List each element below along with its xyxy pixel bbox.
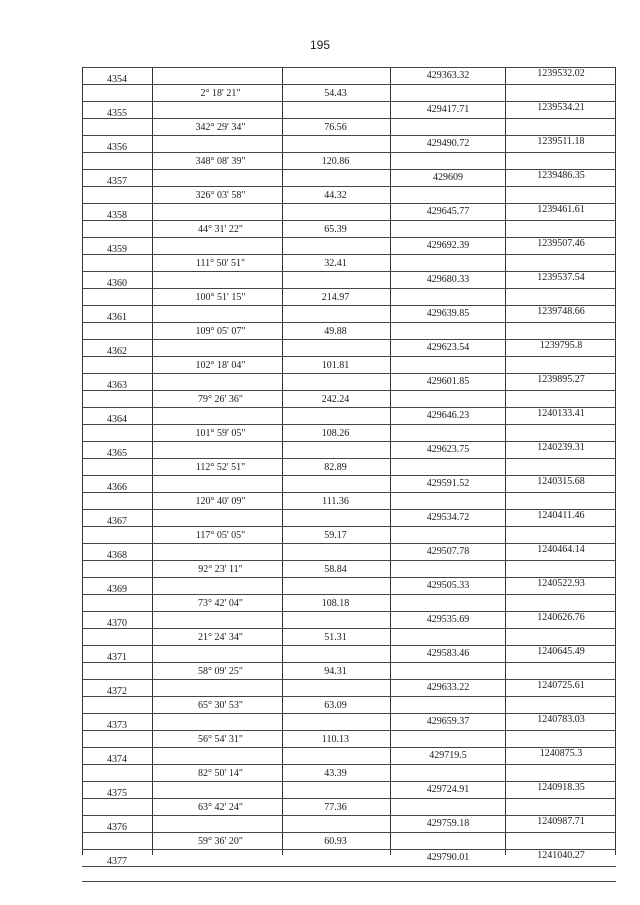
station-cell: 4375 xyxy=(107,788,127,799)
row-rule xyxy=(82,458,616,459)
northing-cell: 429623.54 xyxy=(426,342,470,353)
station-cell: 4357 xyxy=(107,176,127,187)
station-cell: 4366 xyxy=(107,482,127,493)
row-rule xyxy=(82,492,616,493)
distance-cell: 108.26 xyxy=(321,428,350,439)
distance-cell: 111.36 xyxy=(322,496,349,507)
table-row xyxy=(82,203,616,237)
northing-cell: 429583.46 xyxy=(426,648,470,659)
station-cell: 4356 xyxy=(107,142,127,153)
bearing-cell: 56° 54' 31" xyxy=(198,734,243,745)
bearing-cell: 112° 52' 51" xyxy=(195,462,246,473)
bearing-cell: 2° 18' 21" xyxy=(200,88,241,99)
row-rule xyxy=(82,628,616,629)
bearing-cell: 117° 05' 05" xyxy=(195,530,246,541)
distance-cell: 76.56 xyxy=(324,122,347,133)
table-row xyxy=(82,441,616,475)
row-rule xyxy=(82,322,616,323)
easting-cell: 1240626.76 xyxy=(537,612,585,623)
table-row xyxy=(82,135,616,169)
northing-cell: 429680.33 xyxy=(426,274,470,285)
northing-cell: 429719.5 xyxy=(429,750,467,761)
table-row xyxy=(82,339,616,373)
table-row xyxy=(82,509,616,543)
easting-cell: 1239461.61 xyxy=(537,204,585,215)
row-rule xyxy=(82,764,616,765)
bearing-cell: 111° 50' 51" xyxy=(195,258,246,269)
bearing-cell: 65° 30' 53" xyxy=(198,700,243,711)
easting-cell: 1240464.14 xyxy=(537,544,585,555)
row-rule xyxy=(82,356,616,357)
northing-cell: 429534.72 xyxy=(426,512,470,523)
easting-cell: 1240239.31 xyxy=(537,442,585,453)
bearing-cell: 59° 36' 20" xyxy=(198,836,243,847)
row-rule xyxy=(82,220,616,221)
northing-cell: 429790.01 xyxy=(426,852,470,863)
station-cell: 4361 xyxy=(107,312,127,323)
easting-cell: 1240522.93 xyxy=(537,578,585,589)
easting-cell: 1240875.3 xyxy=(539,748,583,759)
easting-cell: 1240918.35 xyxy=(537,782,585,793)
easting-cell: 1239507.46 xyxy=(537,238,585,249)
table-row xyxy=(82,781,616,815)
easting-cell: 1240133.41 xyxy=(537,408,585,419)
row-rule xyxy=(82,424,616,425)
distance-cell: 63.09 xyxy=(324,700,347,711)
row-rule xyxy=(82,696,616,697)
distance-cell: 32.41 xyxy=(324,258,347,269)
easting-cell: 1239537.54 xyxy=(537,272,585,283)
bearing-cell: 348° 08' 39" xyxy=(195,156,246,167)
easting-cell: 1239511.18 xyxy=(537,136,585,147)
station-cell: 4371 xyxy=(107,652,127,663)
row-rule xyxy=(82,526,616,527)
bearing-cell: 92° 23' 11" xyxy=(198,564,243,575)
northing-cell: 429417.71 xyxy=(426,104,470,115)
table-row xyxy=(82,305,616,339)
distance-cell: 94.31 xyxy=(324,666,347,677)
bearing-cell: 100° 51' 15" xyxy=(195,292,246,303)
northing-cell: 429505.33 xyxy=(426,580,470,591)
row-rule xyxy=(82,118,616,119)
northing-cell: 429535.69 xyxy=(426,614,470,625)
distance-cell: 82.89 xyxy=(324,462,347,473)
row-rule xyxy=(82,832,616,833)
easting-cell: 1240725.61 xyxy=(537,680,585,691)
station-cell: 4362 xyxy=(107,346,127,357)
northing-cell: 429759.18 xyxy=(426,818,470,829)
distance-cell: 214.97 xyxy=(321,292,350,303)
bearing-cell: 109° 05' 07" xyxy=(195,326,246,337)
distance-cell: 101.81 xyxy=(321,360,350,371)
distance-cell: 43.39 xyxy=(324,768,347,779)
bearing-cell: 102° 18' 04" xyxy=(195,360,246,371)
table-row xyxy=(82,849,616,883)
northing-cell: 429490.72 xyxy=(426,138,470,149)
northing-cell: 429692.39 xyxy=(426,240,470,251)
easting-cell: 1240645.49 xyxy=(537,646,585,657)
easting-cell: 1239532.02 xyxy=(537,68,585,79)
table-row xyxy=(82,67,616,101)
easting-cell: 1239486.35 xyxy=(537,170,585,181)
row-rule xyxy=(82,186,616,187)
station-cell: 4365 xyxy=(107,448,127,459)
easting-cell: 1240411.46 xyxy=(537,510,585,521)
northing-cell: 429659.37 xyxy=(426,716,470,727)
easting-cell: 1239534.21 xyxy=(537,102,585,113)
distance-cell: 242.24 xyxy=(321,394,350,405)
bearing-cell: 21° 24' 34" xyxy=(198,632,243,643)
table-bottom-border xyxy=(82,881,616,882)
northing-cell: 429601.85 xyxy=(426,376,470,387)
distance-cell: 120.86 xyxy=(321,156,350,167)
distance-cell: 108.18 xyxy=(321,598,350,609)
northing-cell: 429623.75 xyxy=(426,444,470,455)
northing-cell: 429609 xyxy=(433,172,463,183)
row-rule xyxy=(82,390,616,391)
distance-cell: 110.13 xyxy=(321,734,350,745)
table-row xyxy=(82,271,616,305)
northing-cell: 429646.23 xyxy=(426,410,470,421)
northing-cell: 429633.22 xyxy=(426,682,470,693)
station-cell: 4377 xyxy=(107,856,127,867)
table-row xyxy=(82,645,616,679)
station-cell: 4369 xyxy=(107,584,127,595)
easting-cell: 1240783.03 xyxy=(537,714,585,725)
bearing-cell: 63° 42' 24" xyxy=(198,802,243,813)
row-rule xyxy=(82,866,616,867)
table-row xyxy=(82,101,616,135)
easting-cell: 1240315.68 xyxy=(537,476,585,487)
distance-cell: 77.36 xyxy=(324,802,347,813)
station-cell: 4363 xyxy=(107,380,127,391)
survey-coordinates-table xyxy=(82,67,616,867)
northing-cell: 429645.77 xyxy=(426,206,470,217)
distance-cell: 51.31 xyxy=(324,632,347,643)
bearing-cell: 73° 42' 04" xyxy=(198,598,243,609)
station-cell: 4368 xyxy=(107,550,127,561)
distance-cell: 65.39 xyxy=(324,224,347,235)
bearing-cell: 342° 29' 34" xyxy=(195,122,246,133)
row-rule xyxy=(82,560,616,561)
row-rule xyxy=(82,594,616,595)
easting-cell: 1239795.8 xyxy=(539,340,583,351)
northing-cell: 429724.91 xyxy=(426,784,470,795)
table-row xyxy=(82,611,616,645)
table-row xyxy=(82,407,616,441)
distance-cell: 58.84 xyxy=(324,564,347,575)
table-row xyxy=(82,169,616,203)
bearing-cell: 79° 26' 36" xyxy=(198,394,243,405)
station-cell: 4358 xyxy=(107,210,127,221)
table-row xyxy=(82,713,616,747)
easting-cell: 1239895.27 xyxy=(537,374,585,385)
table-row xyxy=(82,543,616,577)
row-rule xyxy=(82,730,616,731)
table-row xyxy=(82,475,616,509)
table-row xyxy=(82,373,616,407)
distance-cell: 49.88 xyxy=(324,326,347,337)
row-rule xyxy=(82,798,616,799)
easting-cell: 1240987.71 xyxy=(537,816,585,827)
row-rule xyxy=(82,84,616,85)
table-row xyxy=(82,577,616,611)
distance-cell: 44.32 xyxy=(324,190,347,201)
bearing-cell: 44° 31' 22" xyxy=(198,224,243,235)
station-cell: 4359 xyxy=(107,244,127,255)
table-row xyxy=(82,815,616,849)
easting-cell: 1239748.66 xyxy=(537,306,585,317)
row-rule xyxy=(82,288,616,289)
table-row xyxy=(82,237,616,271)
northing-cell: 429591.52 xyxy=(426,478,470,489)
station-cell: 4372 xyxy=(107,686,127,697)
station-cell: 4360 xyxy=(107,278,127,289)
distance-cell: 60.93 xyxy=(324,836,347,847)
row-rule xyxy=(82,152,616,153)
northing-cell: 429639.85 xyxy=(426,308,470,319)
station-cell: 4355 xyxy=(107,108,127,119)
station-cell: 4354 xyxy=(107,74,127,85)
page-number: 195 xyxy=(309,38,331,52)
station-cell: 4373 xyxy=(107,720,127,731)
row-rule xyxy=(82,254,616,255)
station-cell: 4376 xyxy=(107,822,127,833)
distance-cell: 54.43 xyxy=(324,88,347,99)
row-rule xyxy=(82,881,616,882)
northing-cell: 429507.78 xyxy=(426,546,470,557)
bearing-cell: 82° 50' 14" xyxy=(198,768,243,779)
table-row xyxy=(82,747,616,781)
bearing-cell: 120° 40' 09" xyxy=(195,496,246,507)
station-cell: 4370 xyxy=(107,618,127,629)
bearing-cell: 58° 09' 25" xyxy=(198,666,243,677)
station-cell: 4374 xyxy=(107,754,127,765)
station-cell: 4367 xyxy=(107,516,127,527)
northing-cell: 429363.32 xyxy=(426,70,470,81)
bearing-cell: 326° 03' 58" xyxy=(195,190,246,201)
table-row xyxy=(82,679,616,713)
easting-cell: 1241040.27 xyxy=(537,850,585,861)
bearing-cell: 101° 59' 05" xyxy=(195,428,246,439)
row-rule xyxy=(82,662,616,663)
distance-cell: 59.17 xyxy=(324,530,347,541)
station-cell: 4364 xyxy=(107,414,127,425)
